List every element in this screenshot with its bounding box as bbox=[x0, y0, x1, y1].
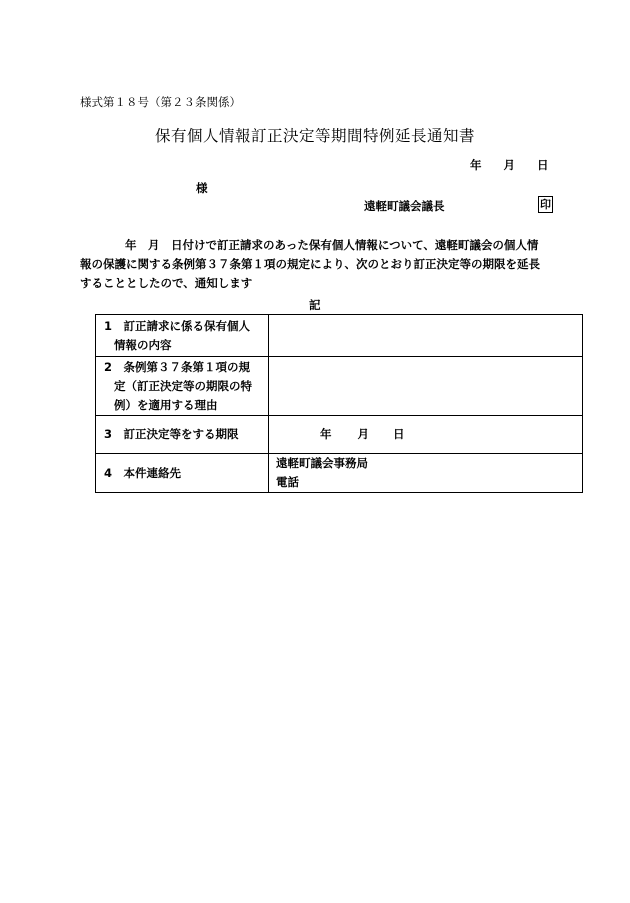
seal-mark: 印 bbox=[540, 198, 551, 211]
date-month: 月 bbox=[503, 158, 515, 172]
row2-label-line: 定（訂正決定等の期限の特 bbox=[114, 378, 252, 393]
ki-heading: 記 bbox=[309, 298, 321, 312]
row1-label-line: 情報の内容 bbox=[114, 337, 172, 352]
contact-office: 遠軽町議会事務局 bbox=[276, 456, 368, 470]
body-text bbox=[80, 236, 560, 293]
table-row bbox=[96, 416, 583, 454]
table-row bbox=[96, 315, 583, 357]
table-row bbox=[96, 357, 583, 416]
details-table bbox=[95, 314, 583, 493]
row3-label: 3 訂正決定等をする期限 bbox=[96, 416, 269, 454]
row2-label-line: 例）を適用する理由 bbox=[114, 397, 218, 412]
sender-name: 遠軽町議会議長 bbox=[364, 199, 445, 213]
date-day: 日 bbox=[537, 158, 549, 172]
addressee-suffix: 様 bbox=[196, 181, 208, 195]
row2-value-cell[interactable] bbox=[269, 357, 583, 416]
date-year: 年 bbox=[470, 158, 482, 172]
body-line: 報の保護に関する条例第３７条第１項の規定により、次のとおり訂正決定等の期限を延長 bbox=[80, 257, 540, 271]
row4-value-cell[interactable] bbox=[269, 454, 583, 493]
deadline-month: 月 bbox=[357, 427, 369, 441]
row4-label: 4 本件連絡先 bbox=[96, 454, 269, 493]
body-line: することとしたので、通知します bbox=[80, 276, 253, 290]
document-title: 保有個人情報訂正決定等期間特例延長通知書 bbox=[154, 127, 475, 145]
deadline-year: 年 bbox=[320, 427, 332, 441]
row1-label bbox=[96, 315, 269, 357]
issue-date bbox=[470, 157, 549, 173]
row1-label-line: 1 訂正請求に係る保有個人 bbox=[104, 318, 251, 333]
row2-label-line: 2 条例第３７条第１項の規 bbox=[104, 359, 251, 374]
row3-value-cell[interactable] bbox=[269, 416, 583, 454]
form-number: 様式第１８号（第２３条関係） bbox=[80, 95, 241, 109]
body-line: 年 月 日付けで訂正請求のあった保有個人情報について、遠軽町議会の個人情 bbox=[125, 238, 539, 252]
row2-label bbox=[96, 357, 269, 416]
deadline-day: 日 bbox=[393, 427, 405, 441]
row1-value-cell[interactable] bbox=[269, 315, 583, 357]
contact-phone: 電話 bbox=[276, 475, 299, 489]
table-row bbox=[96, 454, 583, 493]
